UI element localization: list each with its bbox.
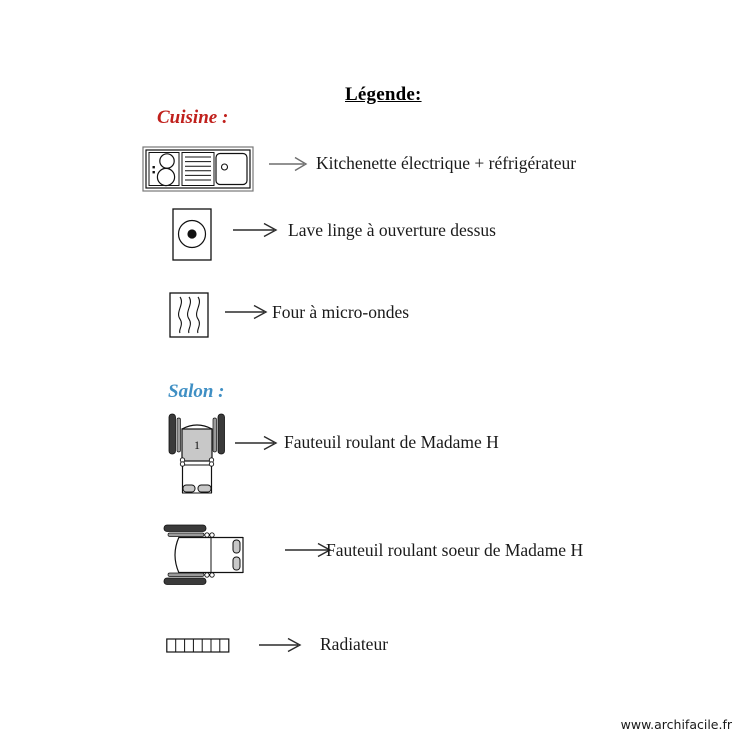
legend-label-wheelchair-madame-h: Fauteuil roulant de Madame H [284,432,499,452]
section-heading-cuisine: Cuisine : [157,107,229,128]
legend-label-washing-machine: Lave linge à ouverture dessus [288,220,496,240]
radiator-icon [166,637,232,655]
right-arrow-icon [284,542,332,558]
legend-label-microwave: Four à micro-ondes [272,302,410,322]
right-arrow-icon [268,156,308,172]
kitchenette-sink-hob-icon [142,146,254,192]
right-arrow-icon [258,637,302,653]
right-arrow-icon [234,435,278,451]
page-title: Légende: [345,84,422,105]
right-arrow-icon [232,222,278,238]
microwave-oven-icon [169,292,209,338]
top-loading-washing-machine-icon [172,208,212,261]
wheelchair-top-view-icon [166,409,228,501]
footer-url: www.archifacile.fr [620,717,732,732]
right-arrow-icon [224,304,268,320]
legend-label-kitchenette: Kitchenette électrique + réfrigérateur [316,153,577,173]
section-heading-salon: Salon : [168,381,225,402]
wheelchair-side-view-icon [159,521,257,589]
legend-label-radiator: Radiateur [320,634,389,654]
legend-label-wheelchair-soeur: Fauteuil roulant soeur de Madame H [326,540,584,560]
wheelchair-number-label: 1 [194,438,200,452]
